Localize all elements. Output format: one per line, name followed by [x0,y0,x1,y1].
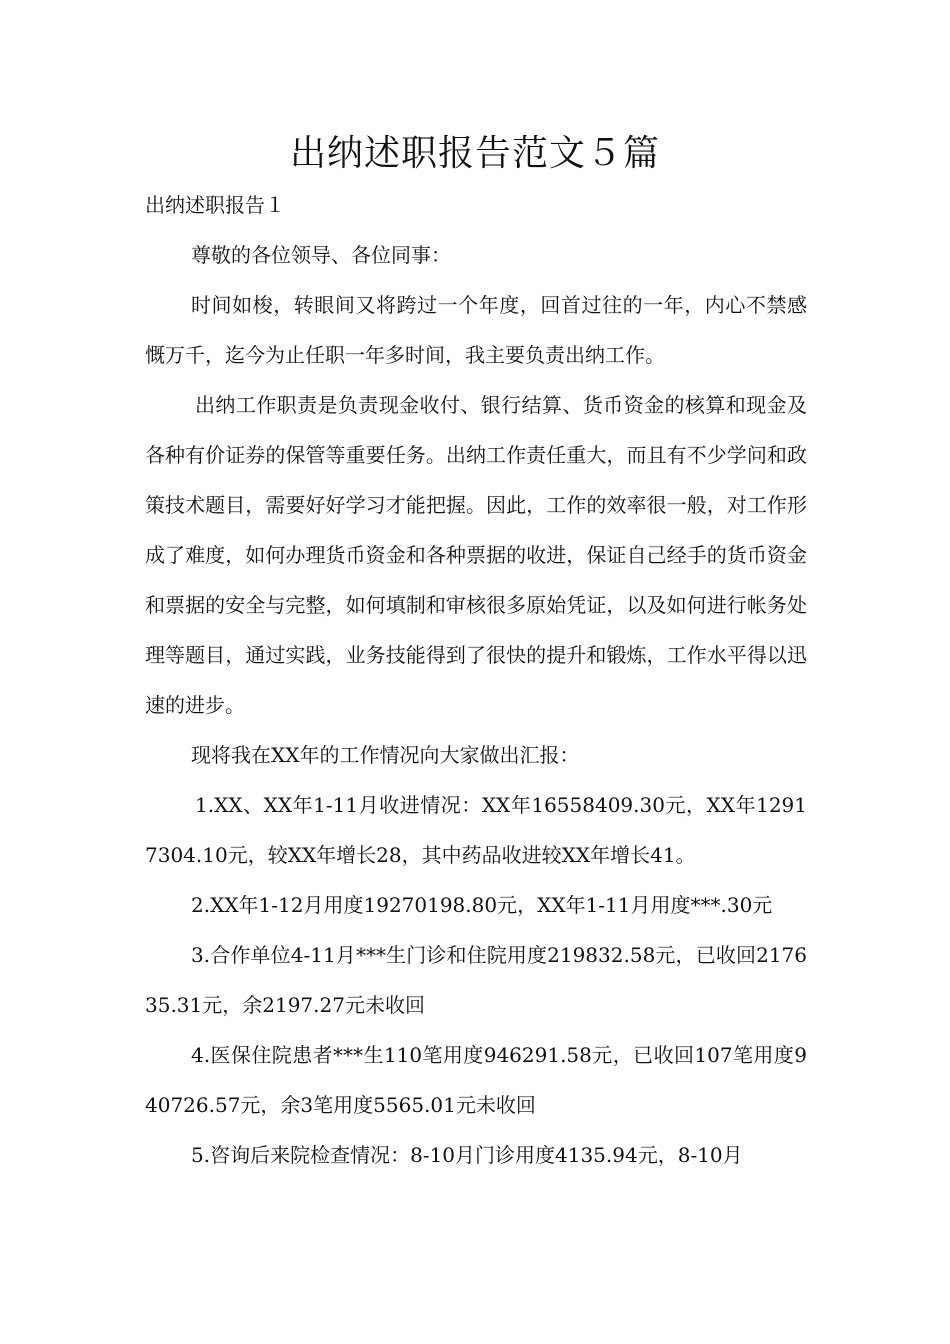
document-body [145,180,807,1180]
list-item-5: 5.咨询后来院检查情况：8-10月门诊用度4135.94元，8-10月 [191,1143,743,1167]
section-heading: 出纳述职报告１ [145,193,285,217]
paragraph-duties: 出纳工作职责是负责现金收付、银行结算、货币资金的核算和现金及各种有价证券的保管等重要任务。出纳工作责任重大，而且有不少学问和政策技术题目，需要好好学习才能把握。因此，工作的效率很一般，对工作形成了难度，如何办理货币资金和各种票据的收进，保证自己经手的货币资金和票据的安全与完整，如何填制和审核很多原始凭证，以及如何进行帐务处理等题目，通过实践，业务技能得到了很快的提升和锻炼，工作水平得以迅速的进步。 [145,393,807,717]
list-item-1: 1.XX、XX年1-11月收进情况：XX年16558409.30元，XX年12917304.10元，较XX年增长28，其中药品收进较XX年增长41。 [145,793,807,867]
paragraph-greeting: 尊敬的各位领导、各位同事： [191,243,451,267]
document-title: 出纳述职报告范文５篇 [289,133,660,174]
paragraph-intro: 时间如梭，转眼间又将跨过一个年度，回首过往的一年，内心不禁感慨万千，迄今为止任职一年多时间，我主要负责出纳工作。 [145,293,807,367]
paragraph-report-lead: 现将我在XX年的工作情况向大家做出汇报： [191,743,580,767]
list-item-2: 2.XX年1-12月用度19270198.80元，XX年1-11月用度***.30元 [191,893,773,917]
list-item-4: 4.医保住院患者***生110笔用度946291.58元，已收回107笔用度940726.57元，余3笔用度5565.01元未收回 [145,1043,807,1117]
list-item-3: 3.合作单位4-11月***生门诊和住院用度219832.58元，已收回217635.31元，余2197.27元未收回 [145,943,807,1017]
